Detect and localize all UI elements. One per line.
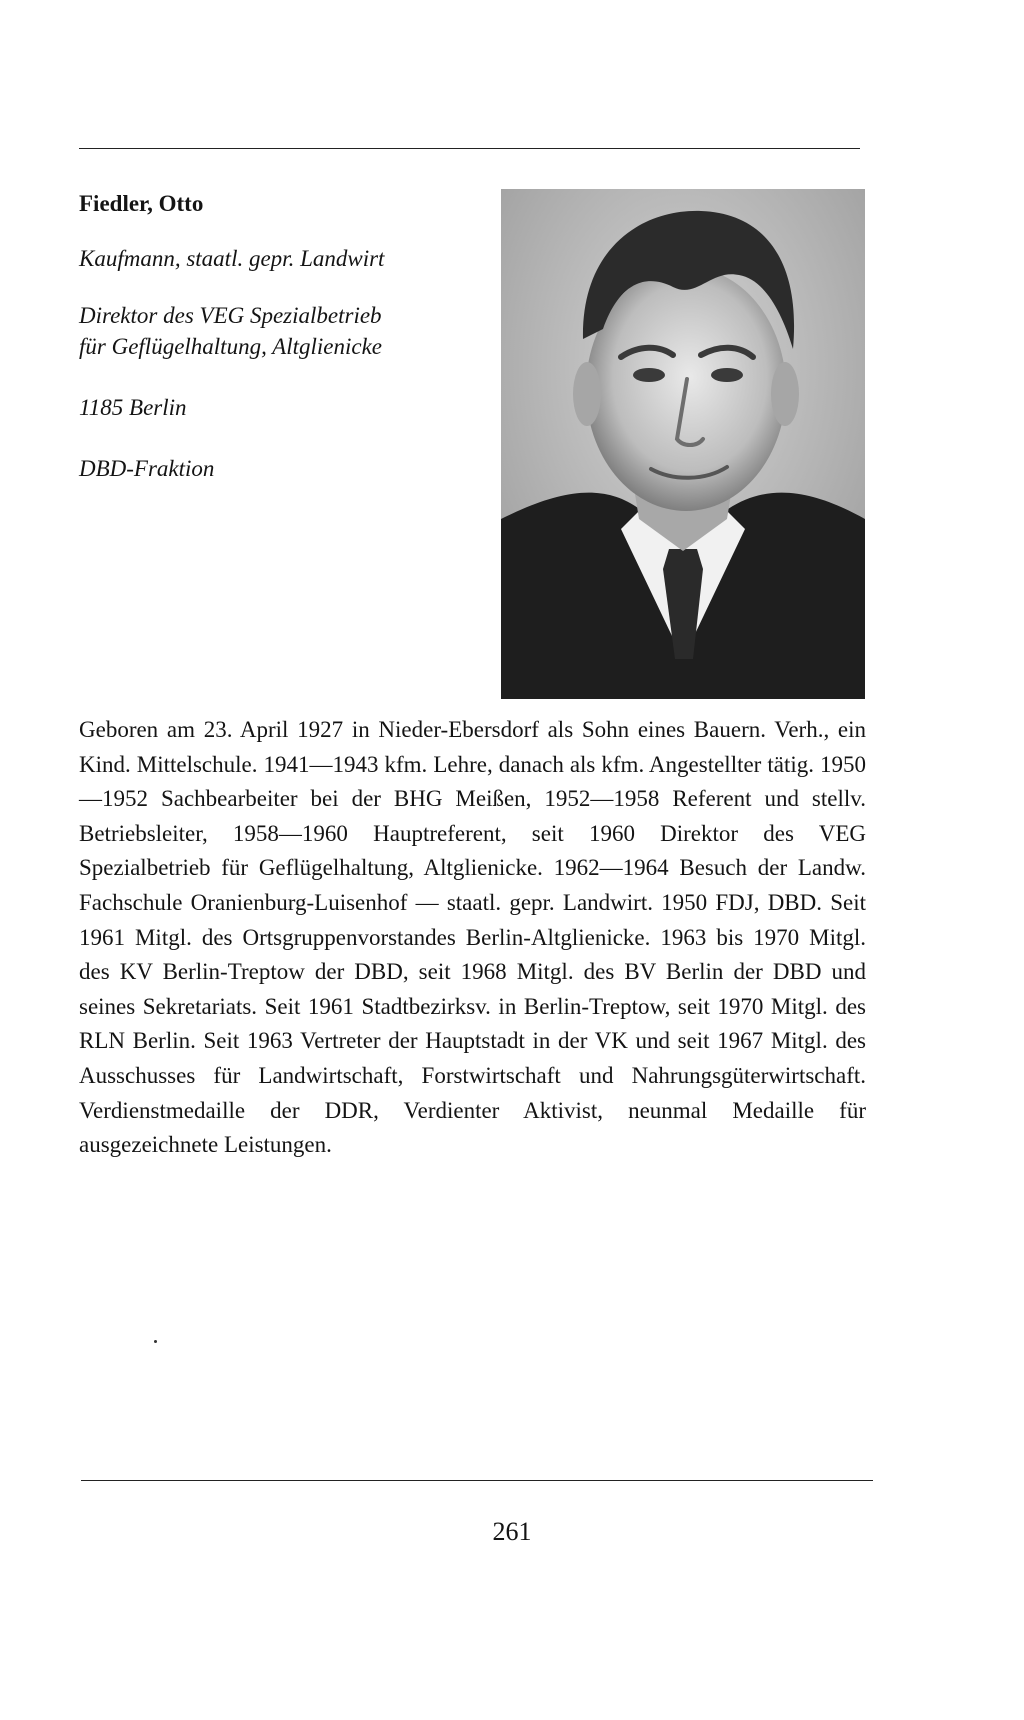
biography-text: Geboren am 23. April 1927 in Nieder-Ebersdorf als Sohn eines Bauern. Verh., ein Kind. Mittelschule. 1941—1943 kfm. Lehre, danach als kfm. Angestellter tätig. 1950—1952 Sachbearbeiter bei der BHG Meißen, 1952—1958 Referent und stellv. Betriebsleiter, 1958—1960 Hauptreferent, seit 1960 Direktor des VEG Spezialbetrieb für Geflügelhaltung, Altglienicke. 1962—1964 Besuch der Landw. Fachschule Oranienburg-Luisenhof — staatl. gepr. Landwirt. 1950 FDJ, DBD. Seit 1961 Mitgl. des Ortsgruppenvorstandes Berlin-Altglienicke. 1963 bis 1970 Mitgl. des KV Berlin-Treptow der DBD, seit 1968 Mitgl. des BV Berlin der DBD und seines Sekretariats. Seit 1961 Stadtbezirksv. in Berlin-Treptow, seit 1970 Mitgl. des RLN Berlin. Seit 1963 Vertreter der Hauptstadt in der VK und seit 1967 Mitgl. des Ausschusses für Landwirtschaft, Forstwirtschaft und Nahrungsgüterwirtschaft. Verdienstmedaille der DDR, Verdienter Aktivist, neunmal Medaille für ausgezeichnete Leistungen. (79, 717, 866, 1158)
entry-position-line1: Direktor des VEG Spezialbetrieb (79, 303, 382, 328)
bottom-rule (81, 1480, 873, 1481)
entry-position (79, 300, 459, 362)
entry-profession: Kaufmann, staatl. gepr. Landwirt (79, 246, 385, 271)
stray-dot (154, 1340, 157, 1343)
top-rule (79, 148, 860, 149)
page-number: 261 (492, 1517, 532, 1546)
entry-header (79, 188, 459, 512)
entry-city: 1185 Berlin (79, 395, 187, 420)
entry-position-line2: für Geflügelhaltung, Altglienicke (79, 334, 382, 359)
portrait-photo (501, 189, 865, 699)
entry-name: Fiedler, Otto (79, 191, 204, 216)
entry-faction: DBD-Fraktion (79, 456, 215, 481)
